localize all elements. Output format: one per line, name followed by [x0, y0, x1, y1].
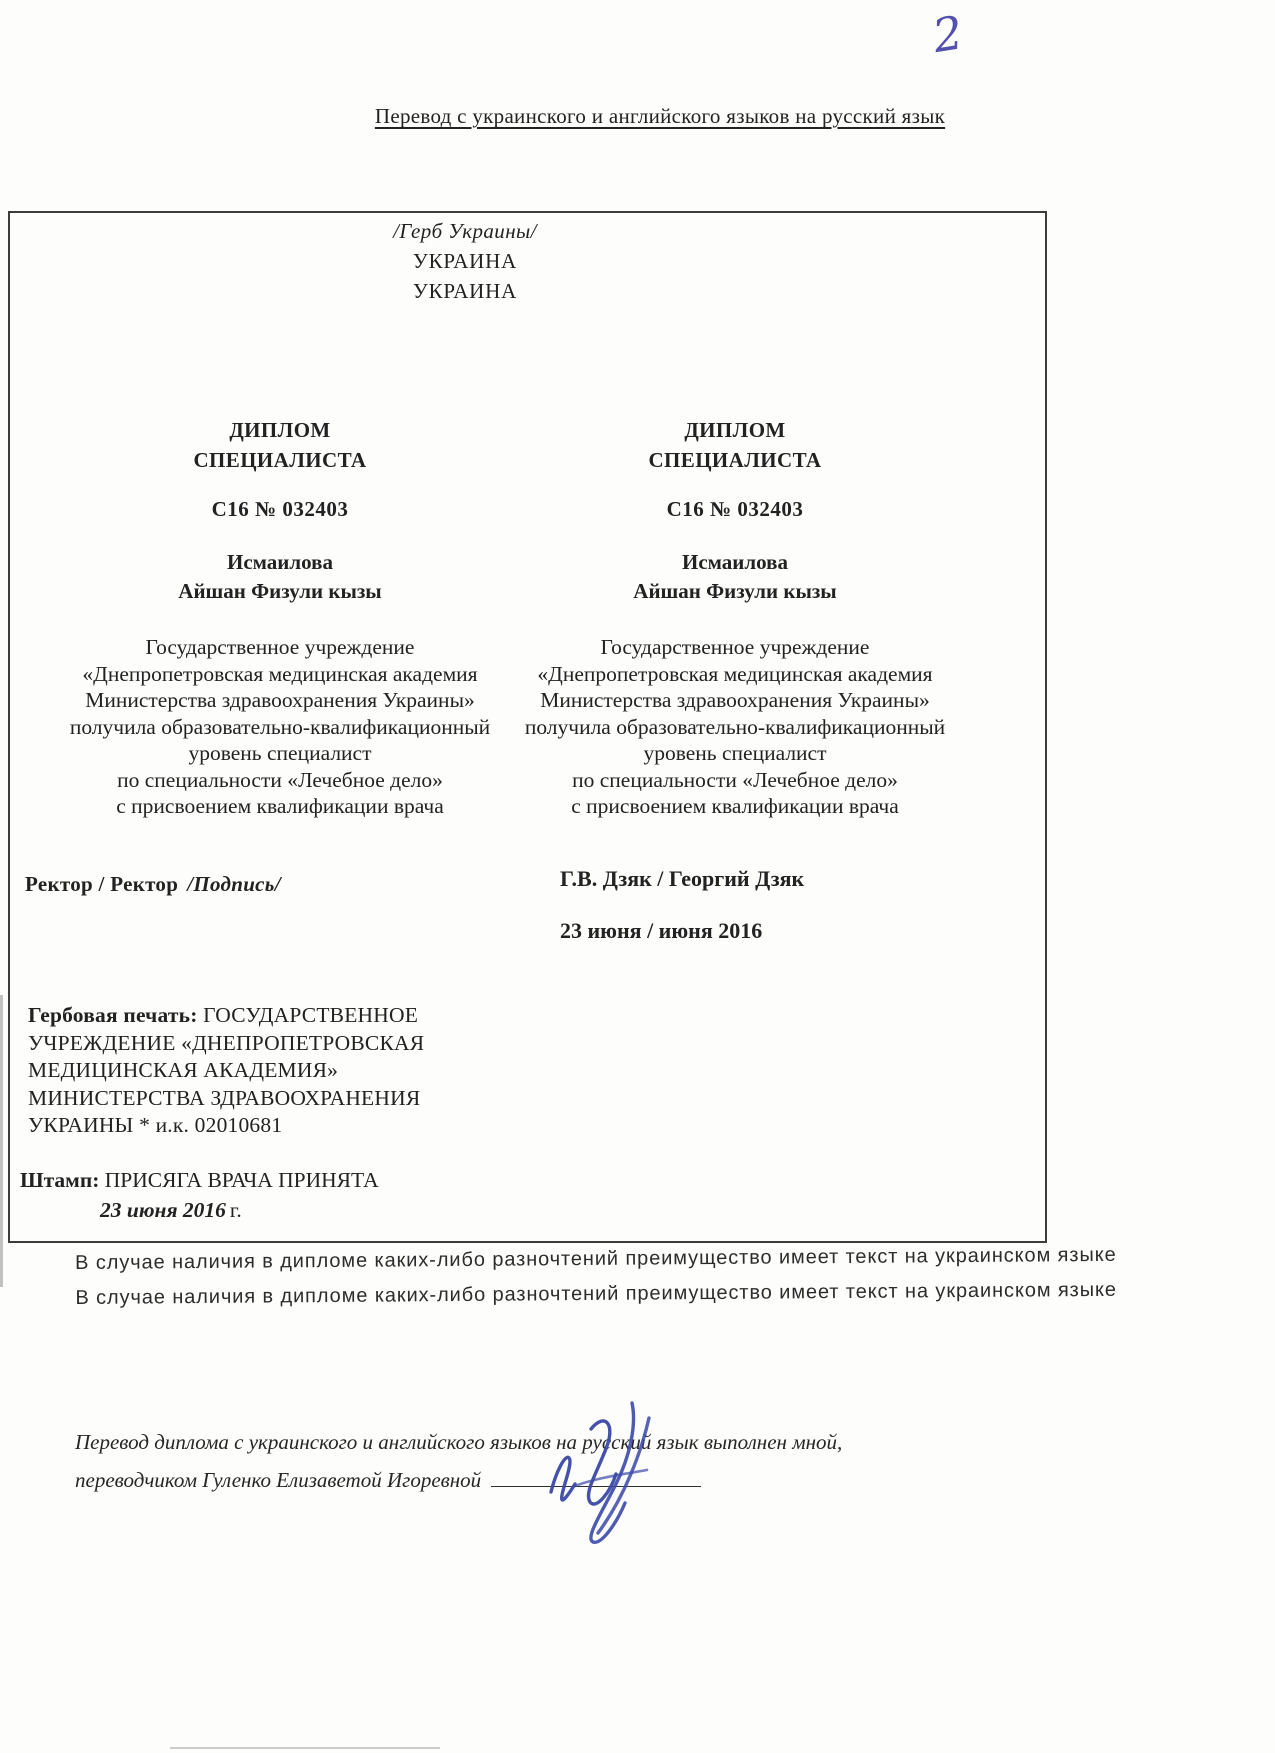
- translator-statement: [75, 1430, 975, 1493]
- diploma-title-right-line2: СПЕЦИАЛИСТА: [648, 448, 822, 472]
- country-line-2: УКРАИНА: [412, 279, 518, 303]
- seal-line: [28, 1002, 478, 1030]
- seal-line: МИНИСТЕРСТВА ЗДРАВООХРАНЕНИЯ: [28, 1085, 421, 1110]
- seal-line: УКРАИНЫ * и.к. 02010681: [28, 1113, 283, 1137]
- stamp-date-line: [100, 1198, 242, 1223]
- stamp-date-suffix: г.: [229, 1198, 242, 1222]
- graduate-surname-right: Исмаилова: [681, 550, 788, 574]
- translation-header: [45, 104, 1275, 129]
- scan-edge-artifact-bottom: [170, 1747, 440, 1749]
- handwritten-page-number: 2: [929, 5, 967, 64]
- body-right-line: «Днепропетровская медицинская академия: [537, 661, 933, 686]
- body-left-line: по специальности «Лечебное дело»: [117, 767, 443, 792]
- signature-placeholder-note: /Подпись/: [187, 872, 281, 896]
- scan-edge-artifact-left: [0, 995, 3, 1287]
- rector-signature-line: [25, 872, 281, 897]
- body-left-line: уровень специалист: [188, 741, 372, 765]
- body-right-line: Министерства здравоохранения Украины»: [540, 688, 930, 712]
- diploma-serial-right: С16 № 032403: [666, 497, 804, 521]
- translator-signature-ink: [535, 1396, 685, 1551]
- body-left-line: с присвоением квалификации врача: [116, 794, 444, 818]
- body-right-line: уровень специалист: [643, 741, 827, 765]
- seal-line: УЧРЕЖДЕНИЕ «ДНЕПРОПЕТРОВСКАЯ: [28, 1030, 425, 1055]
- diploma-title-left: [45, 415, 515, 475]
- body-right-line: Государственное учреждение: [600, 635, 870, 659]
- translator-name-text: переводчиком Гуленко Елизаветой Игоревной: [75, 1468, 482, 1492]
- country-line-1: УКРАИНА: [412, 249, 518, 273]
- translation-header-text: Перевод с украинского и английского языков на русский язык: [374, 104, 946, 128]
- stamp-date: 23 июня 2016: [100, 1198, 226, 1222]
- issue-date-line: 23 июня / июня 2016: [560, 918, 763, 943]
- diploma-body-left: [45, 634, 515, 820]
- stamp-label: Штамп:: [20, 1168, 100, 1192]
- diploma-title-right-line1: ДИПЛОМ: [684, 418, 786, 442]
- diploma-body-right: [500, 634, 970, 820]
- body-left-line: Министерства здравоохранения Украины»: [85, 688, 475, 712]
- translator-statement-line2: [75, 1468, 975, 1493]
- seal-description: [28, 1002, 478, 1140]
- graduate-givenname-right: Айшан Физули кызы: [633, 579, 837, 603]
- seal-line1-rest: ГОСУДАРСТВЕННОЕ: [197, 1003, 419, 1027]
- graduate-name-right: [500, 548, 970, 606]
- disclaimer-line-2: В случае наличия в дипломе каких-либо разночтений преимущество имеет текст на украинском языке: [75, 1278, 1117, 1309]
- rector-label: Ректор / Ректор: [25, 872, 179, 896]
- stamp-text: ПРИСЯГА ВРАЧА ПРИНЯТА: [99, 1168, 379, 1192]
- body-left-line: «Днепропетровская медицинская академия: [82, 661, 478, 686]
- seal-line: МЕДИЦИНСКАЯ АКАДЕМИЯ»: [28, 1058, 339, 1082]
- body-left-line: получила образовательно-квалификационный: [69, 714, 491, 739]
- translator-statement-line1: Перевод диплома с украинского и английского языков на русский язык выполнен мной,: [75, 1430, 843, 1454]
- disclaimer-block: [75, 1237, 1176, 1316]
- seal-label: Гербовая печать:: [28, 1003, 198, 1027]
- body-right-line: с присвоением квалификации врача: [571, 794, 899, 818]
- disclaimer-line-1: В случае наличия в дипломе каких-либо разночтений преимущество имеет текст на украинском языке: [75, 1243, 1117, 1274]
- diploma-title-right: [500, 415, 970, 475]
- diploma-serial-left: С16 № 032403: [211, 497, 349, 521]
- body-right-line: по специальности «Лечебное дело»: [572, 767, 898, 792]
- body-right-line: получила образовательно-квалификационный: [524, 714, 946, 739]
- diploma-title-left-line1: ДИПЛОМ: [229, 418, 331, 442]
- diploma-title-left-line2: СПЕЦИАЛИСТА: [193, 448, 367, 472]
- rector-name-line: Г.В. Дзяк / Георгий Дзяк: [560, 866, 805, 891]
- graduate-givenname-left: Айшан Физули кызы: [178, 579, 382, 603]
- emblem-note: /Герб Украины/: [393, 219, 537, 243]
- graduate-name-left: [45, 548, 515, 606]
- body-left-line: Государственное учреждение: [145, 635, 415, 659]
- emblem-block: [5, 219, 925, 304]
- graduate-surname-left: Исмаилова: [226, 550, 333, 574]
- stamp-description: [20, 1168, 379, 1193]
